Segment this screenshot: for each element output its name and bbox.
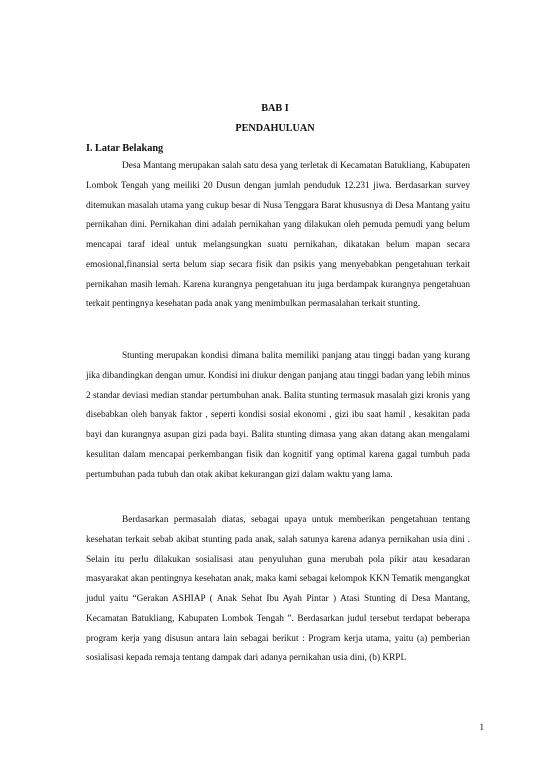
page-number: 1 <box>479 722 484 732</box>
section-heading: I. Latar Belakang <box>86 143 164 154</box>
chapter-title: PENDAHULUAN <box>235 123 315 134</box>
paragraph-1: Desa Mantang merupakan salah satu desa yang terletak di Kecamatan Batukliang, Kabupaten Lombok Tengah yang meiliki 20 Dusun dengan jumlah penduduk 12.231 jiwa. Berdasarkan survey ditemukan masalah utama yang cukup besar di Nusa Tenggara Barat khususnya di Desa Mantang yaitu pernikahan dini. Pernikahan dini adalah pernikahan yang dilakukan oleh pemuda pemudi yang belum mencapai taraf ideal untuk melangsungkan suatu pernikahan, dikatakan belum mapan secara emosional,finansial serta belum siap secara fisik dan psikis yang menyebabkan pengetahuan terkait pernikahan masih lemah. Karena kurangnya pengetahuan itu juga berdampak kurangnya pengetahuan terkait pentingnya kesehatan pada anak yang menimbulkan permasalahan terkait stunting. <box>86 161 470 310</box>
chapter-number: BAB I <box>261 103 289 114</box>
paragraph-2: Stunting merupakan kondisi dimana balita memiliki panjang atau tinggi badan yang kurang jika dibandingkan dengan umur. Kondisi ini diukur dengan panjang atau tinggi badan yang lebih minus 2 standar deviasi median standar pertumbuhan anak. Balita stunting termasuk masalah gizi kronis yang disebabkan oleh banyak faktor , seperti kondisi sosial ekonomi , gizi ibu saat hamil , kesakitan pada bayi dan kurangnya asupan gizi pada bayi. Balita stunting dimasa yang akan datang akan mengalami kesulitan dalam mencapai perkembangan fisik dan kognitif yang optimal karena gagal tumbuh pada pertumbuhan pada tubuh dan otak akibat kekurangan gizi dalam waktu yang lama. <box>86 351 470 480</box>
paragraph-3: Berdasarkan permasalah diatas, sebagai upaya untuk memberikan pengetahuan tentang kesehatan terkait sebab akibat stunting pada anak, salah satunya karena adanya pernikahan usia dini . Selain itu perlu dilakukan sosialisasi atau penyuluhan guna merubah pola pikir atau kesadaran masyarakat akan pentingnya kesehatan anak, maka kami sebagai kelompok KKN Tematik mengangkat judul yaitu “Gerakan ASHIAP ( Anak Sehat Ibu Ayah Pintar ) Atasi Stunting di Desa Mantang, Kecamatan Batukliang, Kabupaten Lombok Tengah ”. Berdasarkan judul tersebut terdapat beberapa program kerja yang disusun antara lain sebagai berikut : Program kerja utama, yaitu (a) pemberian sosialisasi kepada remaja tentang dampak dari adanya pernikahan usia dini, (b) KRPL <box>86 515 470 664</box>
